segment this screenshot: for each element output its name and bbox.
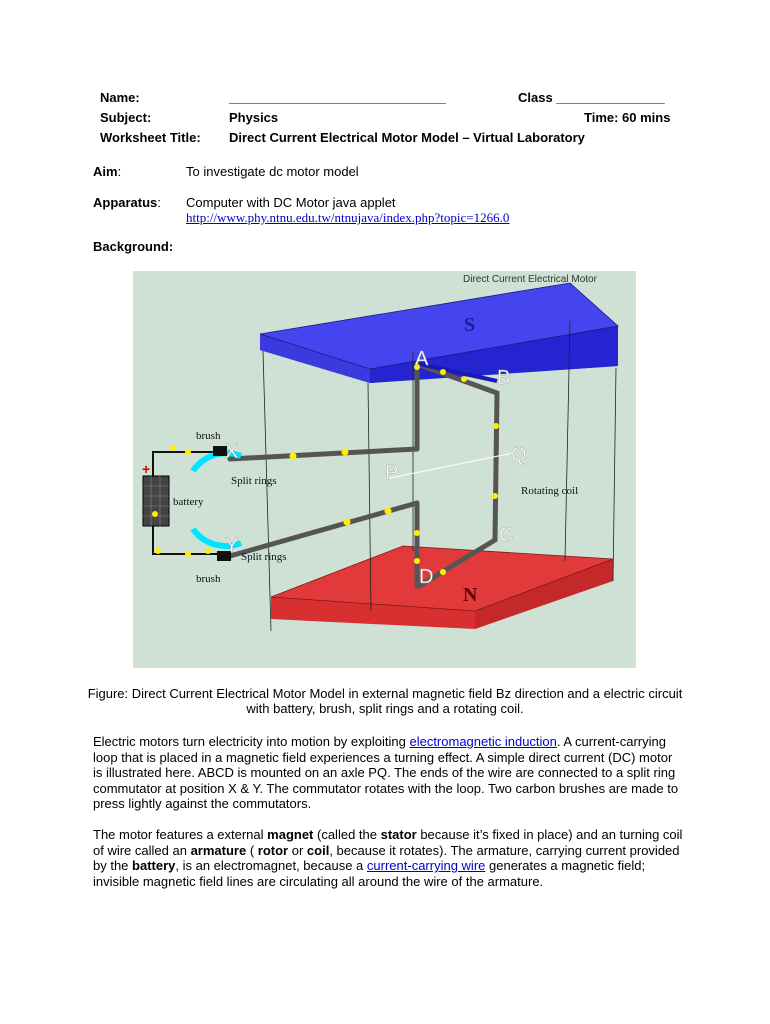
pole-n-label: N (463, 584, 478, 606)
brush-bottom-label: brush (196, 573, 221, 585)
apparatus-text: Computer with DC Motor java applet (186, 195, 396, 210)
paragraph-1: Electric motors turn electricity into motion by exploiting electromagnetic induction. A current-carrying loop that is placed in a magnetic field experiences a turning effect. A simple direct current (DC) motor is illustrated here. ABCD is mounted on an axle PQ. The ends of the wire are connected to a split ring commutator at position X & Y. The commutator rotates with the loop. Two carbon brushes are made to press lightly against the commutators. (93, 734, 679, 811)
time-label: Time: 60 mins (584, 110, 671, 125)
point-q-label: Q (511, 444, 527, 466)
subject-value: Physics (229, 110, 279, 125)
battery-label: battery (173, 496, 204, 508)
apparatus-link[interactable]: http://www.phy.ntnu.edu.tw/ntnujava/index.php?topic=1266.0 (186, 210, 510, 225)
dc-motor-figure (133, 271, 636, 668)
name-label: Name: (100, 90, 140, 105)
point-a-label: A (415, 348, 429, 370)
worksheet-title-value: Direct Current Electrical Motor Model – Virtual Laboratory (229, 130, 585, 145)
point-b-label: B (497, 367, 511, 389)
aim-heading: Aim: (93, 164, 122, 179)
electromagnetic-induction-link[interactable]: electromagnetic induction (409, 734, 557, 749)
rotating-coil-label: Rotating coil (521, 485, 579, 497)
battery-plus-sign: + (142, 461, 151, 477)
split-rings-bottom-label: Split rings (241, 551, 287, 563)
point-c-label: C (499, 524, 514, 546)
paragraph-2: The motor features a external magnet (called the stator because it’s fixed in place) and an turning coil of wire called an armature ( rotor or coil, because it rotates). The armature, carrying current provided by the battery, is an electromagnet, because a current-carrying wire generates a magnetic field; invisible magnetic field lines are circulating all around the wire of the armature. (93, 827, 683, 889)
subject-label: Subject: (100, 110, 152, 125)
brush-top-label: brush (196, 430, 221, 442)
figure-caption: Figure: Direct Current Electrical Motor Model in external magnetic field Bz direction and a electric circuit with battery, brush, split rings and a rotating coil. (87, 686, 683, 716)
background-heading: Background: (93, 239, 174, 254)
point-d-label: D (419, 566, 434, 588)
pole-s-label: S (464, 314, 476, 336)
point-y-label: Y (225, 535, 239, 557)
figure-title: Direct Current Electrical Motor (463, 274, 597, 285)
apparatus-heading: Apparatus: (93, 195, 161, 210)
class-label: Class _______________ (518, 90, 665, 105)
worksheet-title-label: Worksheet Title: (100, 130, 201, 145)
point-x-label: X (225, 441, 239, 463)
split-rings-top-label: Split rings (231, 475, 277, 487)
aim-text: To investigate dc motor model (186, 164, 359, 179)
point-p-label: P (385, 462, 399, 484)
battery-icon (143, 476, 169, 526)
current-carrying-wire-link[interactable]: current-carrying wire (366, 858, 486, 873)
name-blank: ______________________________ (229, 90, 446, 105)
